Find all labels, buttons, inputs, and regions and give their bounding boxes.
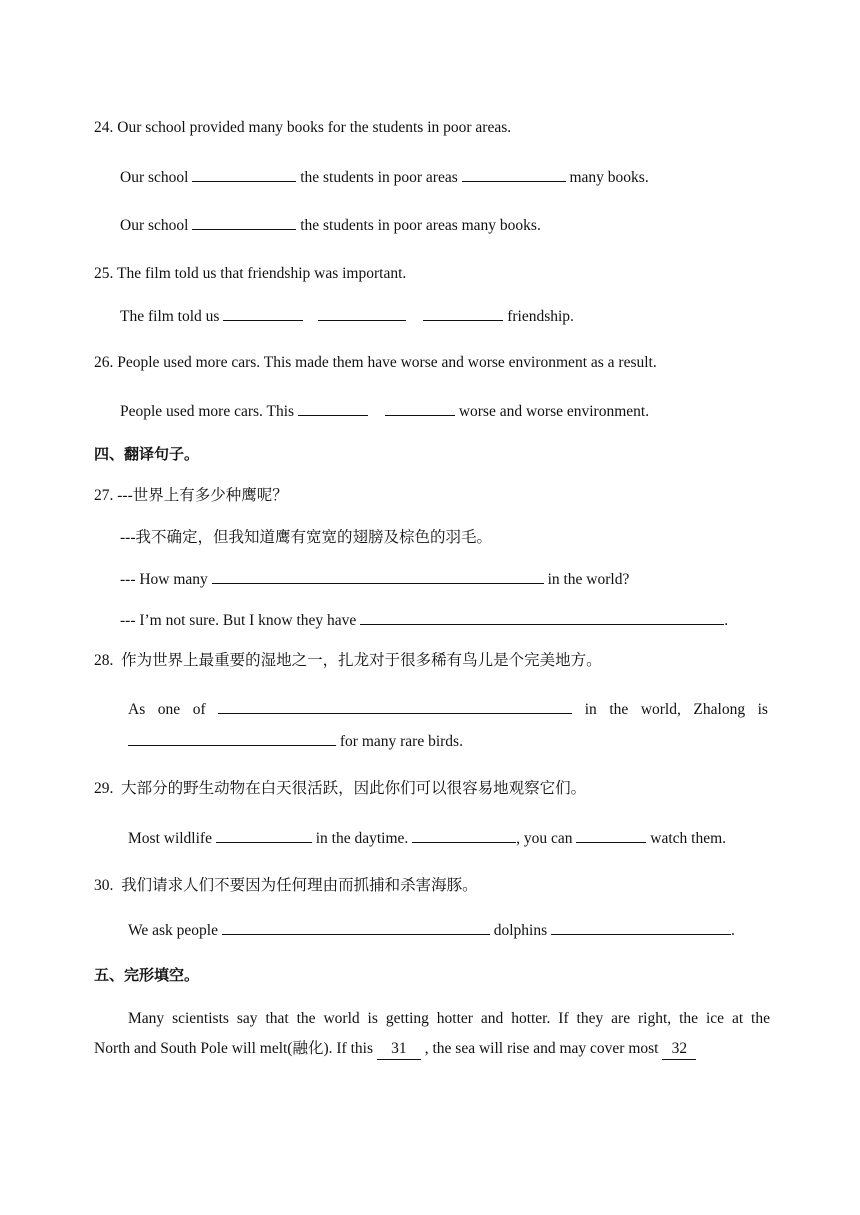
blank[interactable] [212, 569, 544, 584]
text: in the world? [543, 571, 630, 588]
word: world, [640, 701, 681, 718]
word: one [157, 701, 181, 718]
text: Our school [120, 169, 193, 186]
text: the students in poor areas [296, 169, 462, 186]
blank[interactable] [222, 920, 490, 935]
text: . [731, 922, 735, 939]
q24-answer-2 [120, 215, 541, 236]
blank[interactable] [385, 401, 455, 416]
q25-answer [120, 306, 574, 327]
word: As [128, 701, 146, 718]
text: --- How many [120, 571, 212, 588]
q26-prompt: 26. People used more cars. This made them have worse and worse environment as a result. [94, 354, 657, 371]
blank-32[interactable]: 32 [662, 1039, 696, 1060]
q30-prompt: 30. 我们请求人们不要因为任何理由而抓捕和杀害海豚。 [94, 877, 478, 894]
blank[interactable] [412, 828, 516, 843]
word: the [609, 701, 629, 718]
text: People used more cars. This [120, 403, 298, 420]
text: , you can [516, 830, 577, 847]
q29-prompt: 29. 大部分的野生动物在白天很活跃，因此你们可以很容易地观察它们。 [94, 780, 587, 797]
text: worse and worse environment. [454, 403, 650, 420]
section-5-heading: 五、完形填空。 [94, 966, 200, 984]
blank[interactable] [360, 610, 724, 625]
text: in the daytime. [311, 830, 413, 847]
text: dolphins [489, 922, 552, 939]
q27-prompt-2: ---我不确定，但我知道鹰有宽宽的翅膀及棕色的羽毛。 [120, 529, 492, 546]
blank[interactable] [551, 920, 731, 935]
text: many books. [565, 169, 649, 186]
q24-prompt: 24. Our school provided many books for the students in poor areas. [94, 119, 512, 136]
text: friendship. [503, 308, 574, 325]
cloze-line-1 [94, 1009, 770, 1029]
text: the students in poor areas many books. [296, 217, 541, 234]
blank[interactable] [216, 828, 312, 843]
blank[interactable] [192, 215, 296, 230]
text: watch them. [646, 830, 727, 847]
word: is [757, 701, 768, 718]
q26-answer [120, 401, 649, 422]
text: The film told us [120, 308, 224, 325]
word: Zhalong [693, 701, 746, 718]
q28-answer-line-2 [128, 731, 463, 752]
blank[interactable] [462, 167, 566, 182]
cloze-line-2 [94, 1039, 696, 1060]
text: --- I’m not sure. But I know they have [120, 612, 361, 629]
blank[interactable] [576, 828, 646, 843]
blank[interactable] [128, 731, 336, 746]
text: . [724, 612, 729, 629]
q24-answer-1 [120, 167, 649, 188]
blank[interactable] [423, 306, 503, 321]
text: Many scientists say that the world is getting hotter and hotter. If they are right, the ice at the [128, 1010, 770, 1027]
text: Most wildlife [128, 830, 216, 847]
blank[interactable] [298, 401, 368, 416]
text: for many rare birds. [336, 733, 463, 750]
word: of [192, 701, 206, 718]
word: in [584, 701, 597, 718]
text: Our school [120, 217, 193, 234]
q27-answer-2 [120, 610, 728, 631]
blank-31[interactable]: 31 [377, 1039, 421, 1060]
q27-answer-1 [120, 569, 629, 590]
blank[interactable] [218, 699, 572, 714]
text: We ask people [128, 922, 222, 939]
q27-prompt: 27. ---世界上有多少种鹰呢？ [94, 487, 288, 504]
q29-answer [128, 828, 726, 849]
blank[interactable] [318, 306, 406, 321]
q30-answer [128, 920, 735, 941]
text: , the sea will rise and may cover most [420, 1040, 663, 1057]
blank[interactable] [223, 306, 303, 321]
q28-answer-line-1 [128, 699, 768, 720]
blank[interactable] [192, 167, 296, 182]
section-4-heading: 四、翻译句子。 [94, 445, 200, 463]
q25-prompt: 25. The film told us that friendship was important. [94, 265, 407, 282]
text: North and South Pole will melt(融化). If this [94, 1040, 377, 1057]
q28-prompt: 28. 作为世界上最重要的湿地之一，扎龙对于很多稀有鸟儿是个完美地方。 [94, 652, 602, 669]
